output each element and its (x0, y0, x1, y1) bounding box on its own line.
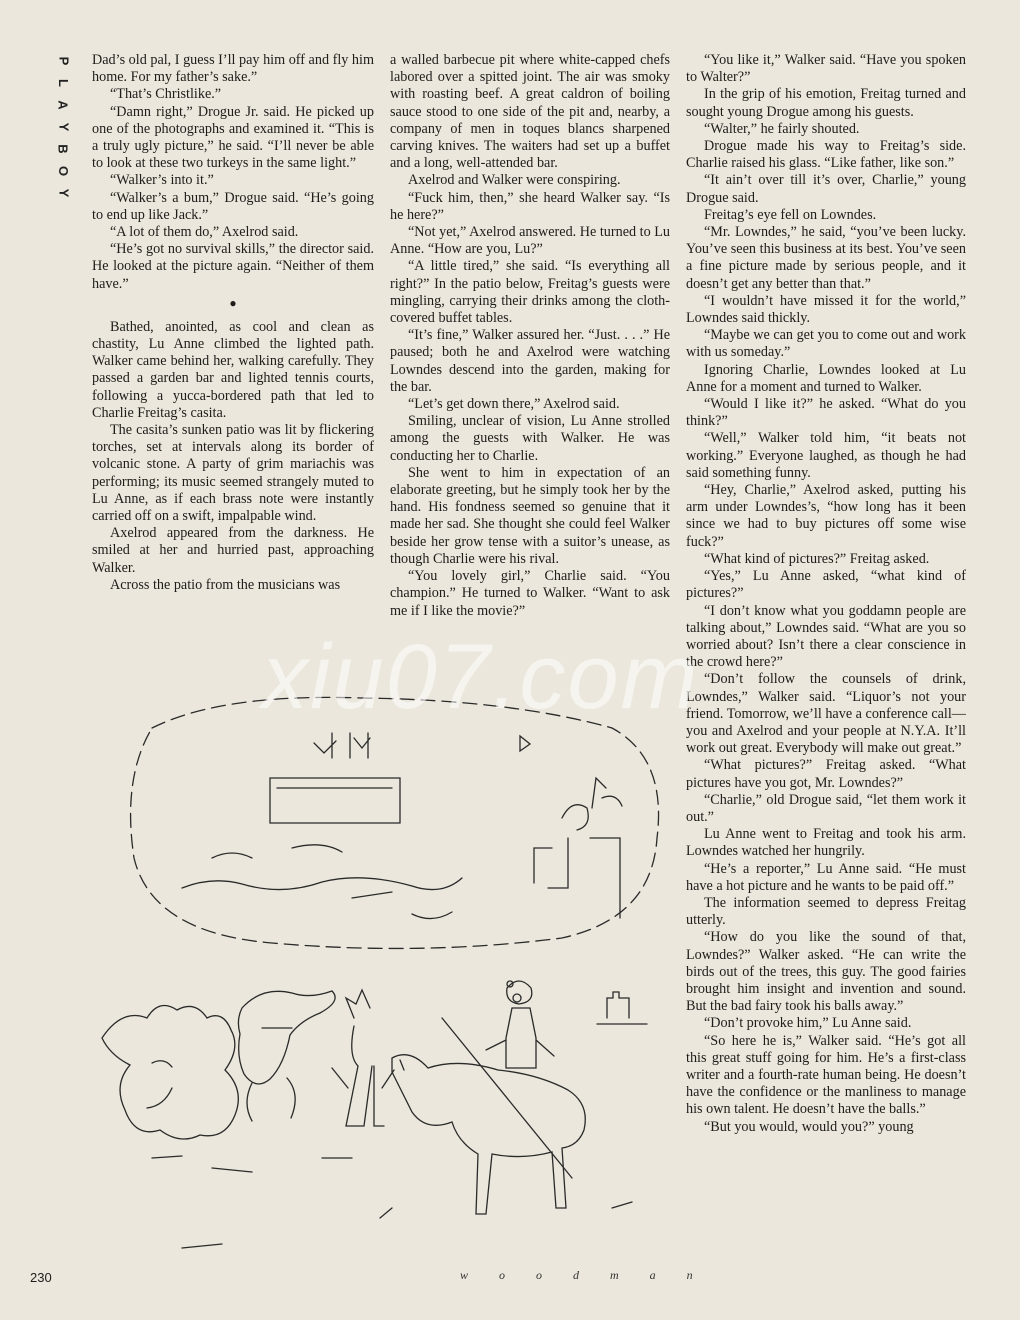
paragraph: Across the patio from the musicians was (110, 576, 341, 593)
paragraph: Lu Anne went to Freitag and took his arm. Lowndes watched her hungrily. (686, 826, 966, 860)
paragraph: Bathed, anointed, as cool and clean as chastity, Lu Anne climbed the lighted path. Walker came behind her, walking carefully. They passed a garden bar and lighted tennis courts, following a yucca-bordered path that led to Charlie Freitag’s casita. (92, 318, 374, 421)
paragraph: In the grip of his emotion, Freitag turned and sought young Drogue among his guests. (686, 86, 966, 120)
paragraph: Axelrod and Walker were conspiring. (408, 172, 621, 189)
paragraph: “I don’t know what you goddamn people are talking about,” Lowndes said. “What are you so worried about? Isn’t there a clear conscience in the crowd here?” (686, 602, 966, 671)
masthead-letter: O (56, 165, 71, 177)
paragraph: “Walker’s a bum,” Drogue said. “He’s going to end up like Jack.” (92, 189, 374, 223)
paragraph: “Mr. Lowndes,” he said, “you’ve been lucky. You’ve seen this business at its best. You’ve seen a fine picture made by serious people, and it doesn’t get any better than that.” (686, 224, 966, 292)
paragraph: “Fuck him, then,” she heard Walker say. “Is he here?” (390, 189, 670, 223)
paragraph: “Not yet,” Axelrod answered. He turned to Lu Anne. “How are you, Lu?” (390, 224, 670, 258)
paragraph: “Hey, Charlie,” Axelrod asked, putting his arm under Lowndes’s, “how long has it been since we had to buy pictures off some wise fuck?” (686, 482, 966, 550)
section-break-bullet: ● (229, 295, 237, 310)
paragraph: “Well,” Walker told him, “it beats not working.” Everyone laughed, as though he had said something funny. (686, 430, 966, 481)
paragraph: “He’s got no survival skills,” the director said. He looked at the picture again. “Neither of them have.” (92, 241, 374, 292)
paragraph: “Would I like it?” he asked. “What do you think?” (686, 396, 966, 430)
ground-dashes (152, 1156, 632, 1248)
horse-figure (392, 1055, 585, 1214)
paragraph: “Maybe we can get you to come out and work with us someday.” (686, 327, 966, 361)
paragraph: She went to him in expectation of an elaborate greeting, but he simply took her by the hand. His fondness seemed so genuine that it made her sad. She thought she could feel Walker beside her grow tense with a suitor’s unease, as though Charlie were his rival. (390, 464, 670, 567)
paragraph: “What kind of pictures?” Freitag asked. (704, 550, 930, 567)
paragraph: Ignoring Charlie, Lowndes looked at Lu Anne for a moment and turned to Walker. (686, 361, 966, 395)
paragraph: “So here he is,” Walker said. “He’s got all this great stuff going for him. He’s a first-class writer and a fourth-rate human being. He doesn’t have the confidence or the manliness to manage his own talent. He doesn’t have the balls.” (686, 1032, 966, 1118)
watermark: xiu07.com (262, 626, 700, 728)
paragraph: “Walker’s into it.” (110, 172, 214, 189)
paragraph: “How do you like the sound of that, Lowndes?” Walker asked. “He can write the birds out of the trees, this guy. The good fairies brought him insight and invention and sound. But the bad fairy took his balls away.” (686, 929, 966, 1015)
paragraph: a walled barbecue pit where white-capped chefs labored over a spitted joint. The air was smoky with roasting beef. A great caldron of boiling sauce stood to one side of the pit and, nearby, a company of men in toques blancs sharpened carving knives. The waiters had set up a buffet and a long, well-attended bar. (390, 52, 670, 172)
masthead-letter: L (55, 79, 71, 87)
ground-lines (182, 845, 462, 919)
paragraph: Smiling, unclear of vision, Lu Anne strolled among the guests with Walker. He was conducting her to Charlie. (390, 413, 670, 464)
paragraph: “A little tired,” she said. “Is everything all right?” In the patio below, Freitag’s guests were mingling, carrying their drinks among the cloth-covered buffet tables. (390, 258, 670, 327)
paragraph: “Yes,” Lu Anne asked, “what kind of pictures?” (686, 568, 966, 602)
paragraph: “I wouldn’t have missed it for the world,” Lowndes said thickly. (686, 292, 966, 327)
paragraph: Drogue made his way to Freitag’s side. Charlie raised his glass. “Like father, like son.” (686, 138, 966, 172)
paragraph: “A lot of them do,” Axelrod said. (110, 224, 299, 241)
paragraph: “That’s Christlike.” (110, 86, 222, 103)
dragon-figure (102, 1006, 238, 1140)
jester-figure (332, 990, 394, 1126)
paragraph: “Don’t provoke him,” Lu Anne said. (704, 1015, 912, 1032)
flag-icon (520, 736, 530, 751)
paragraph: Freitag’s eye fell on Lowndes. (704, 206, 877, 223)
text-column-2 (390, 52, 670, 620)
paragraph: “What pictures?” Freitag asked. “What pictures have you got, Mr. Lowndes?” (686, 757, 966, 791)
paragraph: “He’s a reporter,” Lu Anne said. “He must have a hot picture and he wants to be paid off.” (686, 860, 966, 894)
paragraph: “But you would, would you?” young (704, 1118, 914, 1135)
creature-figure (238, 991, 335, 1121)
fireplace-crest-icon (314, 733, 370, 758)
artist-signature: w o o d m a n (460, 1268, 707, 1282)
masthead-letter: Y (55, 122, 71, 132)
paragraph: Dad’s old pal, I guess I’ll pay him off and fly him home. For my father’s sake.” (92, 52, 374, 86)
paragraph: “You lovely girl,” Charlie said. “You champion.” He turned to Walker. “Want to ask me if I like the movie?” (390, 568, 670, 619)
paragraph: “Walter,” he fairly shouted. (704, 120, 860, 137)
castle-icon (597, 992, 647, 1024)
masthead-letter: Y (55, 188, 71, 198)
cartoon-illustration (92, 688, 670, 1288)
paragraph: Axelrod appeared from the darkness. He smiled at her and hurried past, approaching Walker. (92, 525, 374, 576)
paragraph: “It ain’t over till it’s over, Charlie,” young Drogue said. (686, 172, 966, 206)
paragraph: “It’s fine,” Walker assured her. “Just. . . .” He paused; both he and Axelrod were watching Lowndes descend into the garden, making for the bar. (390, 327, 670, 395)
masthead-letter: P (55, 56, 71, 66)
lance (442, 1018, 572, 1178)
seated-figure (534, 778, 622, 918)
vertical-masthead (52, 50, 74, 204)
knight-figure (486, 981, 554, 1068)
paragraph: The information seemed to depress Freitag utterly. (686, 894, 966, 929)
text-column-3 (686, 52, 966, 1136)
paragraph: “Charlie,” old Drogue said, “let them work it out.” (686, 791, 966, 825)
page-number: 230 (30, 1270, 52, 1285)
paragraph: “Let’s get down there,” Axelrod said. (408, 396, 620, 413)
masthead-letter: A (55, 100, 71, 110)
paragraph: The casita’s sunken patio was lit by flickering torches, set at intervals along its border of volcanic stone. A party of grim mariachis was performing; its music seemed strangely muted to Lu Anne, as if each brass note were instantly carried off on a swift, impalpable wind. (92, 422, 374, 525)
masthead-letter: B (55, 144, 71, 154)
fireplace-mantel (270, 778, 400, 823)
thought-dot (513, 994, 521, 1002)
paragraph: “Don’t follow the counsels of drink, Lowndes,” Walker said. “Liquor’s not your friend. Tomorrow, we’ll have a conference call—you and Axelrod and your people at N.Y.A. It’ll work out great. Everybody will make out great.” (686, 671, 966, 757)
paragraph: “You like it,” Walker said. “Have you spoken to Walter?” (686, 52, 966, 86)
paragraph: “Damn right,” Drogue Jr. said. He picked up one of the photographs and examined it. “This is a truly ugly picture,” he said. “I’ll never be able to look at these two turkeys in the same light.” (92, 103, 374, 172)
text-column-1 (92, 52, 374, 594)
